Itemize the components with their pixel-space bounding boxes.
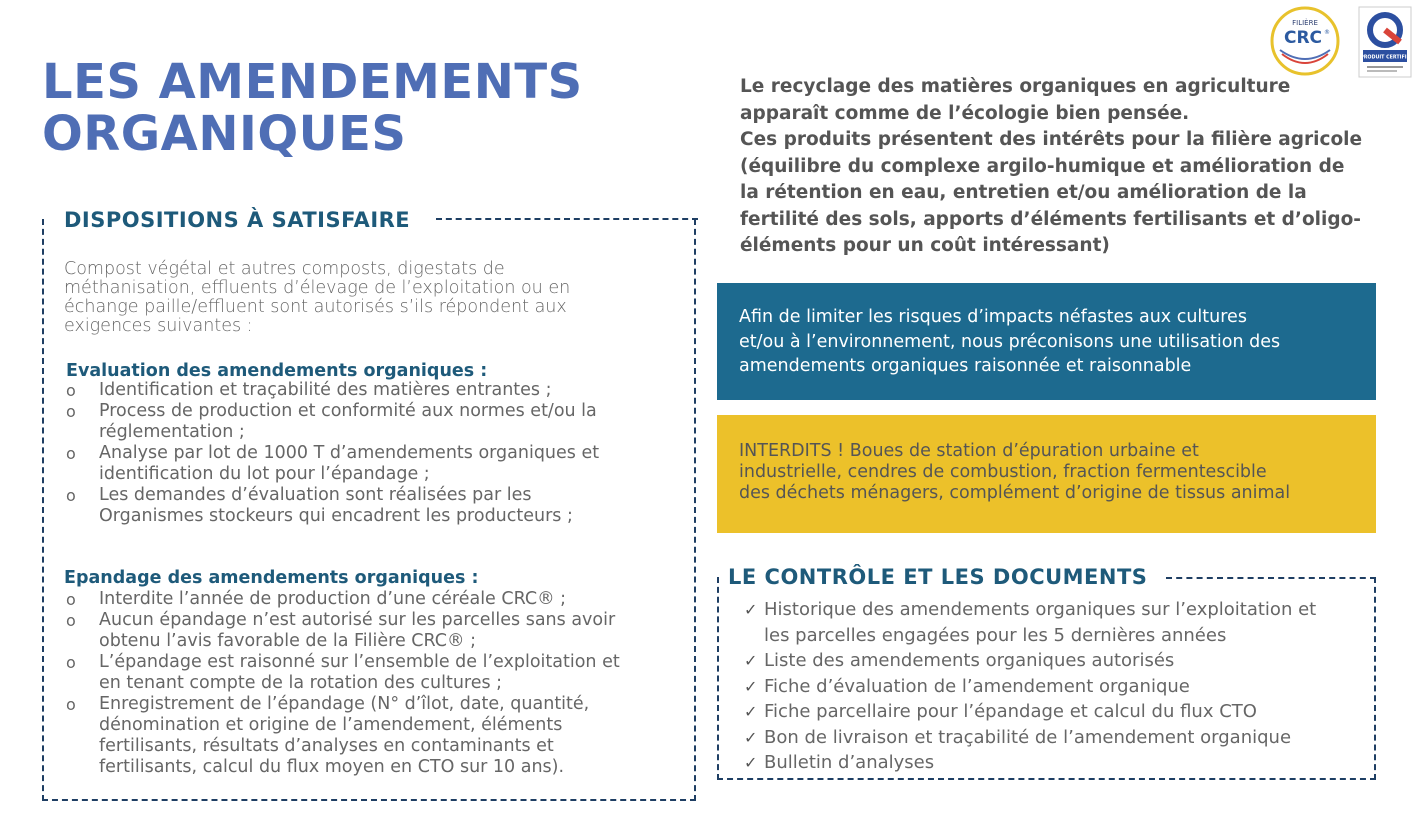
controle-item xyxy=(744,674,1316,700)
intro-line: apparaît comme de l’écologie bien pensée. xyxy=(740,102,1190,124)
controle-item-text: Bulletin d’analyses xyxy=(764,752,935,773)
forbidden-line: INTERDITS ! Boues de station d’épuration urbaine et xyxy=(739,441,1199,461)
page-title xyxy=(42,56,583,160)
evaluation-item-text: réglementation ; xyxy=(99,422,245,442)
evaluation-item-text: identification du lot pour l’épandage ; xyxy=(99,464,430,484)
epandage-item xyxy=(64,652,620,694)
epandage-item xyxy=(64,589,620,610)
epandage-item-text: Interdite l’année de production d’une céréale CRC® ; xyxy=(99,589,567,609)
evaluation-item-text: Organismes stockeurs qui encadrent les producteurs ; xyxy=(99,506,573,526)
controle-list xyxy=(744,597,1316,776)
epandage-heading: Epandage des amendements organiques : xyxy=(64,568,479,588)
crc-logo-top-text: FILIÈRE xyxy=(1292,19,1318,27)
intro-line: (équilibre du complexe argilo-humique et amélioration de xyxy=(740,155,1345,177)
epandage-item-text: obtenu l’avis favorable de la Filière CRC® ; xyxy=(99,631,476,651)
recommendation-band xyxy=(717,283,1376,400)
evaluation-item xyxy=(64,380,599,401)
intro-line: fertilité des sols, apports d’éléments fertilisants et d’oligo- xyxy=(740,208,1361,230)
check-icon: ✓ xyxy=(744,600,758,619)
page-title-line: LES AMENDEMENTS xyxy=(42,54,583,110)
dispositions-frame-top xyxy=(436,218,698,220)
intro-line: Le recyclage des matières organiques en agriculture xyxy=(740,76,1291,97)
controle-item-text: les parcelles engagées pour les 5 dernières années xyxy=(764,624,1227,646)
controle-item xyxy=(744,750,1316,776)
dispositions-paragraph-line: Compost végétal et autres composts, digestats de xyxy=(64,259,505,279)
check-icon: ✓ xyxy=(744,702,758,721)
bullet-icon: o xyxy=(66,444,76,463)
controle-frame-top xyxy=(1166,577,1376,579)
bullet-icon: o xyxy=(66,402,76,421)
check-icon: ✓ xyxy=(744,651,758,670)
controle-item xyxy=(744,725,1316,751)
controle-item xyxy=(744,699,1316,725)
intro-line: Ces produits présentent des intérêts pour la filière agricole xyxy=(740,129,1363,150)
controle-heading: LE CONTRÔLE ET LES DOCUMENTS xyxy=(728,565,1157,589)
evaluation-item-text: Process de production et conformité aux normes et/ou la xyxy=(99,401,597,421)
controle-item-text: Fiche d’évaluation de l’amendement organique xyxy=(764,675,1190,697)
check-icon: ✓ xyxy=(744,676,758,696)
evaluation-item xyxy=(64,401,599,443)
bullet-icon: o xyxy=(66,381,76,400)
evaluation-item-text: Les demandes d’évaluation sont réalisées par les xyxy=(99,485,532,505)
crc-logo-mark: ® xyxy=(1324,29,1330,36)
dispositions-heading: DISPOSITIONS À SATISFAIRE xyxy=(64,208,420,232)
epandage-list xyxy=(64,589,620,778)
recommendation-line: Afin de limiter les risques d’impacts néfastes aux cultures xyxy=(739,307,1247,327)
epandage-item xyxy=(64,694,620,778)
page-title-line: ORGANIQUES xyxy=(42,106,407,162)
bullet-icon: o xyxy=(66,611,76,630)
bullet-icon: o xyxy=(66,695,76,714)
recommendation-line: et/ou à l’environnement, nous préconisons une utilisation des xyxy=(739,331,1281,352)
recommendation-line: amendements organiques raisonnée et raisonnable xyxy=(739,356,1192,376)
crc-logo-main-text: CRC xyxy=(1283,28,1323,48)
forbidden-line: des déchets ménagers, complément d’origine de tissus animal xyxy=(739,483,1291,503)
bullet-icon: o xyxy=(66,590,76,609)
controle-item-text: Historique des amendements organiques sur l’exploitation et xyxy=(764,599,1317,620)
dispositions-paragraph-line: échange paille/effluent sont autorisés s’ils répondent aux xyxy=(64,297,567,317)
controle-item-text: Fiche parcellaire pour l’épandage et calcul du flux CTO xyxy=(764,701,1257,722)
forbidden-line: industrielle, cendres de combustion, fraction fermentescible xyxy=(739,462,1267,482)
check-icon: ✓ xyxy=(744,727,758,747)
crc-logo-icon xyxy=(1270,6,1340,76)
produit-certifie-label: PRODUIT CERTIFIÉ xyxy=(1360,55,1410,61)
epandage-item-text: fertilisants, résultats d’analyses en contaminants et xyxy=(99,736,554,756)
dispositions-paragraph xyxy=(64,260,684,336)
epandage-item-text: L’épandage est raisonné sur l’ensemble de l’exploitation et xyxy=(99,652,620,672)
evaluation-item-text: Analyse par lot de 1000 T d’amendements organiques et xyxy=(99,443,600,463)
controle-item-text: Liste des amendements organiques autorisés xyxy=(764,650,1175,671)
bullet-icon: o xyxy=(66,653,76,672)
epandage-item-text: Aucun épandage n’est autorisé sur les parcelles sans avoir xyxy=(99,610,616,630)
controle-item xyxy=(744,648,1316,674)
evaluation-item-text: Identification et traçabilité des matières entrantes ; xyxy=(99,380,552,400)
epandage-item-text: fertilisants, calcul du flux moyen en CTO sur 10 ans). xyxy=(99,757,565,777)
check-icon: ✓ xyxy=(744,753,758,772)
epandage-item-text: Enregistrement de l’épandage (N° d’îlot, date, quantité, xyxy=(99,694,590,714)
dispositions-paragraph-line: exigences suivantes : xyxy=(64,316,253,336)
epandage-item xyxy=(64,610,620,652)
intro-text xyxy=(740,74,1380,260)
intro-line: éléments pour un coût intéressant) xyxy=(740,235,1110,256)
evaluation-item xyxy=(64,443,599,485)
bullet-icon: o xyxy=(66,486,76,505)
epandage-item-text: en tenant compte de la rotation des cultures ; xyxy=(99,673,503,693)
evaluation-list xyxy=(64,380,599,527)
dispositions-paragraph-line: méthanisation, effluents d’élevage de l’exploitation ou en xyxy=(64,278,571,298)
forbidden-band xyxy=(717,415,1376,533)
controle-item xyxy=(744,597,1316,648)
produit-certifie-logo-icon xyxy=(1358,6,1412,78)
evaluation-item xyxy=(64,485,599,527)
controle-item-text: Bon de livraison et traçabilité de l’amendement organique xyxy=(764,726,1292,748)
epandage-item-text: dénomination et origine de l’amendement, éléments xyxy=(99,715,563,735)
evaluation-heading: Evaluation des amendements organiques : xyxy=(66,361,488,381)
intro-line: la rétention en eau, entretien et/ou amélioration de la xyxy=(740,182,1307,203)
